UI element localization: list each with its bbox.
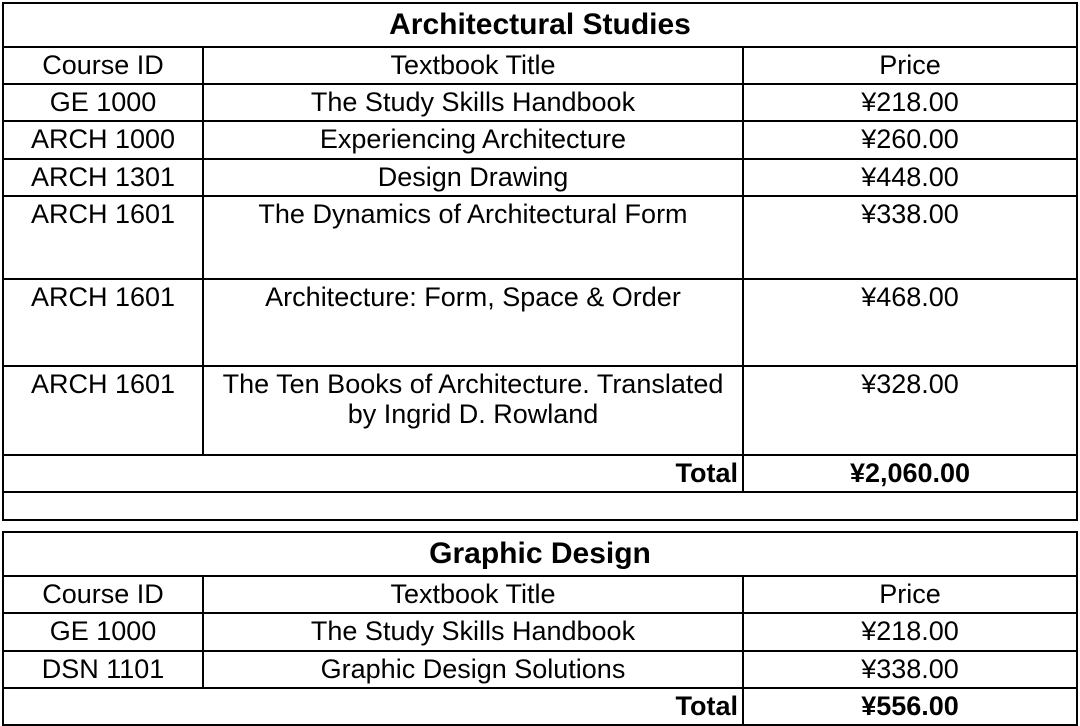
column-header-textbook-title: Textbook Title [203,47,743,84]
total-value: ¥556.00 [743,688,1077,725]
cell-course-id: GE 1000 [3,84,203,121]
table-row [3,279,1077,366]
cell-course-id: ARCH 1601 [3,366,203,455]
cell-course-id: ARCH 1301 [3,159,203,196]
cell-price: ¥218.00 [743,613,1077,650]
cell-course-id: ARCH 1000 [3,121,203,158]
total-label: Total [3,455,743,492]
table-row [3,366,1077,455]
cell-price: ¥260.00 [743,121,1077,158]
table-row [3,84,1077,121]
section-title: Architectural Studies [3,3,1077,47]
column-header-row [3,576,1077,613]
section-title-row [3,3,1077,47]
total-label: Total [3,688,743,725]
cell-textbook-title: Design Drawing [203,159,743,196]
textbook-price-list-page [0,2,1080,721]
section-total-row [3,455,1077,492]
column-header-course-id: Course ID [3,47,203,84]
table-row [3,159,1077,196]
spacer-cell [3,492,1077,520]
cell-price: ¥448.00 [743,159,1077,196]
cell-course-id: ARCH 1601 [3,279,203,366]
cell-textbook-title: The Study Skills Handbook [203,613,743,650]
table-row [3,121,1077,158]
cell-price: ¥218.00 [743,84,1077,121]
section-title: Graphic Design [3,532,1077,576]
column-header-price: Price [743,47,1077,84]
cell-course-id: ARCH 1601 [3,196,203,279]
cell-price: ¥338.00 [743,651,1077,688]
cell-textbook-title: Experiencing Architecture [203,121,743,158]
section-total-row [3,688,1077,725]
cell-course-id: GE 1000 [3,613,203,650]
column-header-price: Price [743,576,1077,613]
cell-textbook-title: The Ten Books of Architecture. Translated by Ingrid D. Rowland [203,366,743,455]
section-table-architectural-studies [2,2,1078,521]
section-table-graphic-design [2,531,1078,726]
cell-course-id: DSN 1101 [3,651,203,688]
cell-price: ¥338.00 [743,196,1077,279]
table-row [3,196,1077,279]
column-header-textbook-title: Textbook Title [203,576,743,613]
table-row [3,651,1077,688]
section-spacer-row [3,492,1077,520]
section-gap [0,521,1080,529]
section-title-row [3,532,1077,576]
cell-textbook-title: Graphic Design Solutions [203,651,743,688]
total-value: ¥2,060.00 [743,455,1077,492]
cell-textbook-title: Architecture: Form, Space & Order [203,279,743,366]
cell-textbook-title: The Study Skills Handbook [203,84,743,121]
cell-textbook-title: The Dynamics of Architectural Form [203,196,743,279]
table-row [3,613,1077,650]
cell-price: ¥468.00 [743,279,1077,366]
cell-price: ¥328.00 [743,366,1077,455]
column-header-row [3,47,1077,84]
column-header-course-id: Course ID [3,576,203,613]
